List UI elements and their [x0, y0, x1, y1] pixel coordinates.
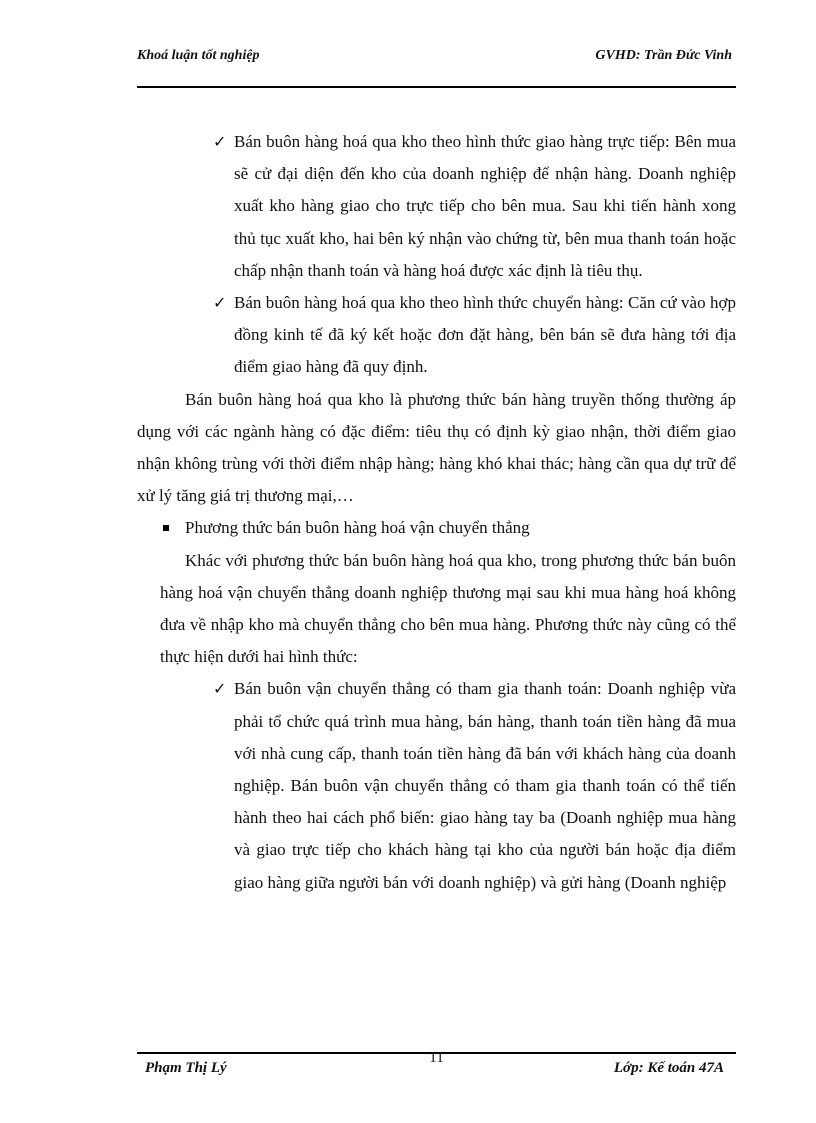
check-item: [137, 126, 736, 287]
page-header: [137, 46, 736, 88]
check-item: [137, 287, 736, 384]
page-footer: [137, 1050, 736, 1076]
header-advisor: GVHD: Trần Đức Vinh: [595, 48, 732, 63]
page-number: 11: [429, 1050, 444, 1066]
header-thesis-title: Khoá luận tốt nghiệp: [137, 48, 260, 63]
bullet-heading: Phương thức bán buôn hàng hoá vận chuyển thẳng: [185, 518, 530, 538]
paragraph: Khác với phương thức bán buôn hàng hoá qua kho, trong phương thức bán buôn hàng hoá vận chuyển thẳng doanh nghiệp thương mại sau khi mua hàng hoá không đưa về nhập kho mà chuyển thẳng cho bên mua hàng. Phương thức này cũng có thể thực hiện dưới hai hình thức:: [160, 550, 736, 667]
bullet-heading-row: [137, 512, 736, 544]
footer-class: Lớp: Kế toán 47A: [613, 1060, 724, 1076]
paragraph: Bán buôn hàng hoá qua kho là phương thức bán hàng truyền thống thường áp dụng với các ngành hàng có đặc điểm: tiêu thụ có định kỳ giao nhận, thời điểm giao nhận không trùng với thời điểm nhập hàng; hàng khó khai thác; hàng cần qua dự trữ để xử lý tăng giá trị thương mại,…: [137, 389, 736, 506]
check-mark-icon: ✓: [213, 679, 227, 699]
check-item-text: Bán buôn hàng hoá qua kho theo hình thức giao hàng trực tiếp: Bên mua sẽ cử đại diện đến kho của doanh nghiệp để nhận hàng. Doanh nghiệp xuất kho hàng giao cho trực tiếp cho bên mua. Sau khi tiến hành xong thủ tục xuất kho, hai bên ký nhận vào chứng từ, bên mua thanh toán hoặc chấp nhận thanh toán và hàng hoá được xác định là tiêu thụ.: [234, 132, 736, 280]
square-bullet-icon: [163, 525, 169, 531]
check-item-text: Bán buôn vận chuyển thẳng có tham gia thanh toán: Doanh nghiệp vừa phải tổ chức quá trình mua hàng, bán hàng, thanh toán tiền hàng đã mua với nhà cung cấp, thanh toán tiền hàng đã bán với khách hàng của doanh nghiệp. Bán buôn vận chuyển thẳng có tham gia thanh toán có thể tiến hành theo hai cách phổ biến: giao hàng tay ba (Doanh nghiệp mua hàng và giao trực tiếp cho khách hàng tại kho của người bán hoặc địa điểm giao hàng giữa người bán với doanh nghiệp) và gửi hàng (Doanh nghiệp: [234, 679, 736, 892]
check-mark-icon: ✓: [213, 132, 227, 151]
page-body: [137, 126, 736, 899]
footer-author: Phạm Thị Lý: [145, 1060, 227, 1076]
check-item-text: Bán buôn hàng hoá qua kho theo hình thức chuyển hàng: Căn cứ vào hợp đồng kinh tế đã ký kết hoặc đơn đặt hàng, bên bán sẽ đưa hàng tới địa điểm giao hàng đã quy định.: [234, 293, 736, 377]
sub-section: [137, 545, 736, 899]
check-item: [160, 673, 736, 898]
check-mark-icon: ✓: [213, 293, 227, 313]
